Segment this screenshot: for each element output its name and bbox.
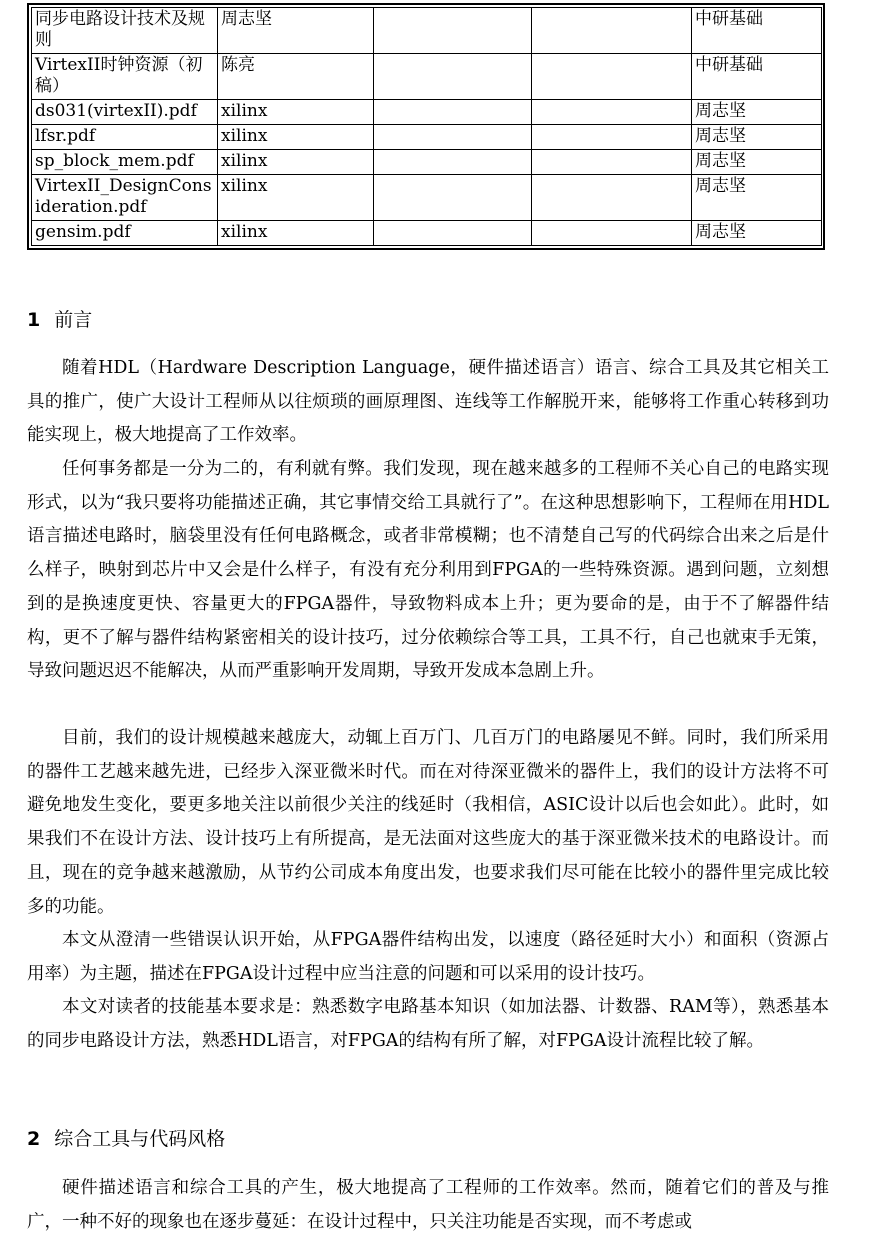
- table-cell-author: 周志坚: [218, 8, 374, 54]
- table-cell-empty: [374, 175, 532, 221]
- table-cell-owner: 周志坚: [692, 150, 822, 175]
- table-cell-title: lfsr.pdf: [32, 125, 218, 150]
- table-cell-owner: 周志坚: [692, 175, 822, 221]
- table-cell-author: 陈亮: [218, 54, 374, 100]
- reference-table: [27, 3, 825, 250]
- table-row: [32, 100, 822, 125]
- reference-table-grid: [31, 7, 822, 246]
- table-cell-empty: [374, 125, 532, 150]
- table-cell-empty: [374, 54, 532, 100]
- table-cell-author: xilinx: [218, 150, 374, 175]
- table-row: [32, 150, 822, 175]
- table-row: [32, 175, 822, 221]
- table-cell-owner: 周志坚: [692, 100, 822, 125]
- table-row: [32, 221, 822, 246]
- table-cell-owner: 周志坚: [692, 221, 822, 246]
- paragraph: 随着HDL（Hardware Description Language，硬件描述语言）语言、综合工具及其它相关工具的推广，使广大设计工程师从以往烦琐的画原理图、连线等工作解脱开来，能够将工作重心转移到功能实现上，极大地提高了工作效率。: [27, 358, 829, 446]
- table-cell-title: ds031(virtexII).pdf: [32, 100, 218, 125]
- section-number: 1: [27, 309, 41, 331]
- table-cell-title: gensim.pdf: [32, 221, 218, 246]
- table-cell-empty: [532, 8, 692, 54]
- section-title: 前言: [54, 309, 93, 331]
- section-heading-2: [27, 1124, 225, 1151]
- section-title: 综合工具与代码风格: [54, 1128, 226, 1150]
- table-cell-author: xilinx: [218, 221, 374, 246]
- table-row: [32, 8, 822, 54]
- paragraph: 目前，我们的设计规模越来越庞大，动辄上百万门、几百万门的电路屡见不鲜。同时，我们所采用的器件工艺越来越先进，已经步入深亚微米时代。而在对待深亚微米的器件上，我们的设计方法将不可避免地发生变化，要更多地关注以前很少关注的线延时（我相信，ASIC设计以后也会如此）。此时，如果我们不在设计方法、设计技巧上有所提高，是无法面对这些庞大的基于深亚微米技术的电路设计。而且，现在的竞争越来越激励，从节约公司成本角度出发，也要求我们尽可能在比较小的器件里完成比较多的功能。: [27, 728, 829, 917]
- table-cell-empty: [532, 150, 692, 175]
- table-cell-empty: [374, 8, 532, 54]
- section-heading-1: [27, 305, 92, 332]
- table-row: [32, 54, 822, 100]
- table-cell-title: 同步电路设计技术及规则: [32, 8, 218, 54]
- table-cell-author: xilinx: [218, 125, 374, 150]
- table-cell-owner: 中研基础: [692, 54, 822, 100]
- table-cell-empty: [532, 100, 692, 125]
- table-cell-empty: [374, 100, 532, 125]
- table-cell-title: VirtexII_DesignConsideration.pdf: [32, 175, 218, 221]
- table-cell-empty: [532, 54, 692, 100]
- table-cell-title: sp_block_mem.pdf: [32, 150, 218, 175]
- table-row: [32, 125, 822, 150]
- table-cell-owner: 周志坚: [692, 125, 822, 150]
- table-cell-author: xilinx: [218, 100, 374, 125]
- paragraph: 硬件描述语言和综合工具的产生，极大地提高了工程师的工作效率。然而，随着它们的普及与推广，一种不好的现象也在逐步蔓延：在设计过程中，只关注功能是否实现，而不考虑或: [27, 1178, 829, 1232]
- table-cell-empty: [532, 175, 692, 221]
- table-cell-empty: [374, 150, 532, 175]
- paragraph: 任何事务都是一分为二的，有利就有弊。我们发现，现在越来越多的工程师不关心自己的电路实现形式，以为“我只要将功能描述正确，其它事情交给工具就行了”。在这种思想影响下，工程师在用HDL语言描述电路时，脑袋里没有任何电路概念，或者非常模糊；也不清楚自己写的代码综合出来之后是什么样子，映射到芯片中又会是什么样子，有没有充分利用到FPGA的一些特殊资源。遇到问题，立刻想到的是换速度更快、容量更大的FPGA器件，导致物料成本上升；更为要命的是，由于不了解器件结构，更不了解与器件结构紧密相关的设计技巧，过分依赖综合等工具，工具不行，自己也就束手无策，导致问题迟迟不能解决，从而严重影响开发周期，导致开发成本急剧上升。: [27, 459, 829, 682]
- paragraph: 本文从澄清一些错误认识开始，从FPGA器件结构出发，以速度（路径延时大小）和面积（资源占用率）为主题，描述在FPGA设计过程中应当注意的问题和可以采用的设计技巧。: [27, 930, 829, 984]
- table-cell-empty: [532, 221, 692, 246]
- table-cell-empty: [532, 125, 692, 150]
- table-cell-empty: [374, 221, 532, 246]
- section-number: 2: [27, 1128, 41, 1150]
- table-cell-author: xilinx: [218, 175, 374, 221]
- table-cell-title: VirtexII时钟资源（初稿）: [32, 54, 218, 100]
- paragraph: 本文对读者的技能基本要求是：熟悉数字电路基本知识（如加法器、计数器、RAM等），熟悉基本的同步电路设计方法，熟悉HDL语言，对FPGA的结构有所了解，对FPGA设计流程比较了解。: [27, 997, 829, 1051]
- table-cell-owner: 中研基础: [692, 8, 822, 54]
